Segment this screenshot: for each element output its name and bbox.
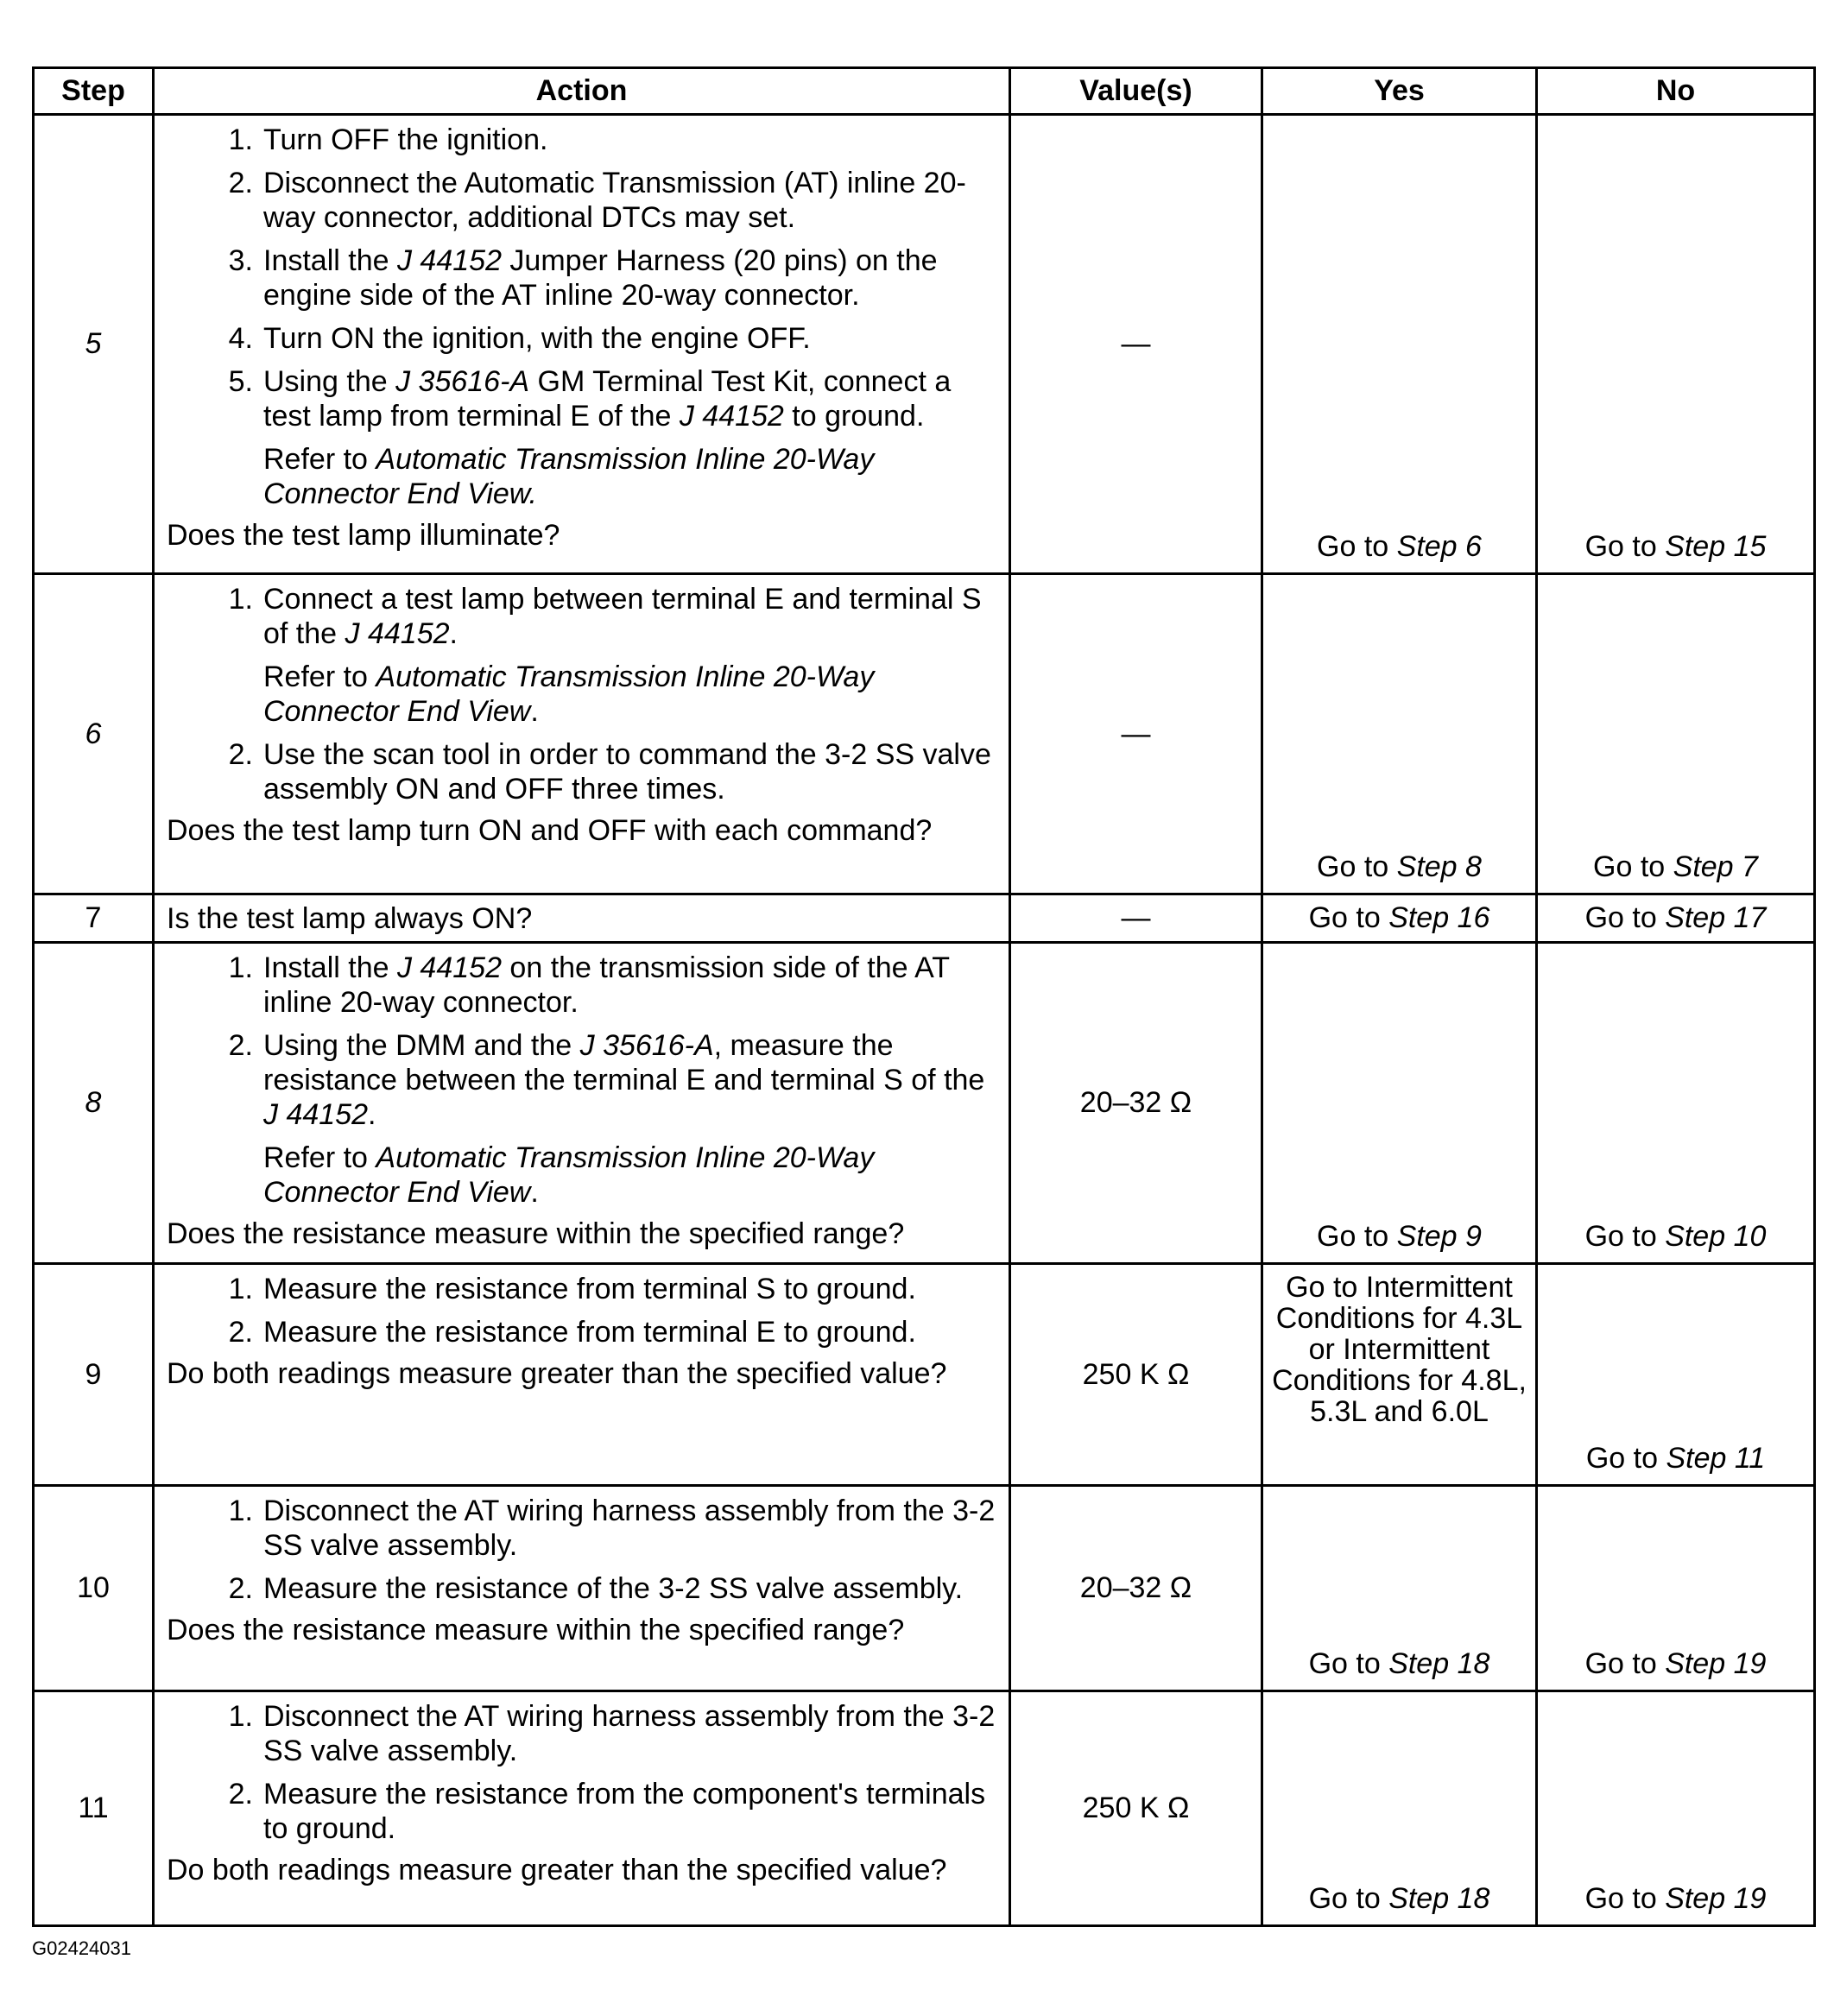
header-yes: Yes	[1262, 68, 1537, 115]
step-number: 11	[34, 1691, 154, 1926]
value-cell: 250 K Ω	[1010, 1264, 1262, 1486]
no-cell: Go to Step 10	[1537, 943, 1815, 1264]
list-item: 3. Install the J 44152 Jumper Harness (20 pins) on the engine side of the AT inline 20-way connector.	[228, 244, 938, 312]
action-cell	[154, 1264, 1010, 1486]
action-cell	[154, 1691, 1010, 1926]
list-item: 2. Using the DMM and the J 35616-A, measure the resistance between the terminal E and terminal S of the J 44152.	[228, 1029, 985, 1131]
question-text: Do both readings measure greater than the specified value?	[167, 1854, 947, 1886]
reference-note: Refer to Automatic Transmission Inline 20-Way Connector End View.	[263, 660, 875, 728]
table-row	[34, 943, 1815, 1264]
action-cell	[154, 574, 1010, 894]
table-row	[34, 115, 1815, 574]
yes-cell: Go to Intermittent Conditions for 4.3L or Intermittent Conditions for 4.8L, 5.3L and 6.0L	[1262, 1264, 1537, 1486]
table-row	[34, 574, 1815, 894]
list-item: 1. Install the J 44152 on the transmission side of the AT inline 20-way connector.	[228, 951, 950, 1019]
value-cell: —	[1010, 894, 1262, 943]
value-cell: 250 K Ω	[1010, 1691, 1262, 1926]
no-cell: Go to Step 11	[1537, 1264, 1815, 1486]
yes-cell: Go to Step 9	[1262, 943, 1537, 1264]
action-cell	[154, 1486, 1010, 1691]
yes-cell: Go to Step 16	[1262, 894, 1537, 943]
step-number: 8	[34, 943, 154, 1264]
action-cell	[154, 115, 1010, 574]
action-cell	[154, 943, 1010, 1264]
step-number: 7	[34, 894, 154, 943]
list-item: 2. Measure the resistance of the 3-2 SS valve assembly.	[228, 1572, 964, 1605]
step-number: 6	[34, 574, 154, 894]
yes-cell: Go to Step 6	[1262, 115, 1537, 574]
yes-cell: Go to Step 18	[1262, 1486, 1537, 1691]
diagnostic-table	[32, 66, 1816, 1927]
header-action: Action	[154, 68, 1010, 115]
list-item: 1. Disconnect the AT wiring harness assembly from the 3-2 SS valve assembly.	[228, 1700, 996, 1767]
list-item: 4. Turn ON the ignition, with the engine OFF.	[228, 322, 811, 355]
header-step: Step	[34, 68, 154, 115]
value-cell: —	[1010, 574, 1262, 894]
list-item: 1. Disconnect the AT wiring harness assembly from the 3-2 SS valve assembly.	[228, 1495, 996, 1562]
question-text: Does the resistance measure within the specified range?	[167, 1614, 905, 1646]
question-text: Does the test lamp illuminate?	[167, 519, 560, 552]
question-text: Do both readings measure greater than the specified value?	[167, 1357, 947, 1390]
figure-id: G02424031	[32, 1937, 131, 1959]
list-item: 2. Use the scan tool in order to command the 3-2 SS valve assembly ON and OFF three times.	[228, 738, 991, 806]
question-text: Does the test lamp turn ON and OFF with each command?	[167, 814, 933, 847]
no-cell: Go to Step 19	[1537, 1486, 1815, 1691]
question-text: Does the resistance measure within the specified range?	[167, 1217, 905, 1250]
step-number: 9	[34, 1264, 154, 1486]
list-item: 1. Turn OFF the ignition.	[228, 123, 548, 156]
list-item: 2. Measure the resistance from the component's terminals to ground.	[228, 1778, 986, 1845]
yes-cell: Go to Step 8	[1262, 574, 1537, 894]
list-item: 2. Disconnect the Automatic Transmission (AT) inline 20-way connector, additional DTCs may set.	[228, 167, 966, 234]
table-row	[34, 1264, 1815, 1486]
list-item: 1. Measure the resistance from terminal S to ground.	[228, 1273, 916, 1305]
step-number: 5	[34, 115, 154, 574]
value-cell: —	[1010, 115, 1262, 574]
list-item: 5. Using the J 35616-A GM Terminal Test Kit, connect a test lamp from terminal E of the J 44152 to ground.	[228, 365, 952, 433]
header-values: Value(s)	[1010, 68, 1262, 115]
yes-cell: Go to Step 18	[1262, 1691, 1537, 1926]
value-cell: 20–32 Ω	[1010, 943, 1262, 1264]
no-cell: Go to Step 19	[1537, 1691, 1815, 1926]
step-number: 10	[34, 1486, 154, 1691]
table-row	[34, 1691, 1815, 1926]
no-cell: Go to Step 7	[1537, 574, 1815, 894]
header-row	[34, 68, 1815, 115]
value-cell: 20–32 Ω	[1010, 1486, 1262, 1691]
list-item: 2. Measure the resistance from terminal E to ground.	[228, 1316, 916, 1349]
question-text: Is the test lamp always ON?	[167, 901, 533, 935]
list-item: 1. Connect a test lamp between terminal E and terminal S of the J 44152.	[228, 583, 982, 650]
reference-note: Refer to Automatic Transmission Inline 20-Way Connector End View.	[263, 1141, 875, 1209]
header-no: No	[1537, 68, 1815, 115]
action-cell	[154, 894, 1010, 943]
table-row	[34, 894, 1815, 943]
no-cell: Go to Step 15	[1537, 115, 1815, 574]
no-cell: Go to Step 17	[1537, 894, 1815, 943]
reference-note: Refer to Automatic Transmission Inline 20-Way Connector End View.	[263, 443, 875, 510]
table-row	[34, 1486, 1815, 1691]
